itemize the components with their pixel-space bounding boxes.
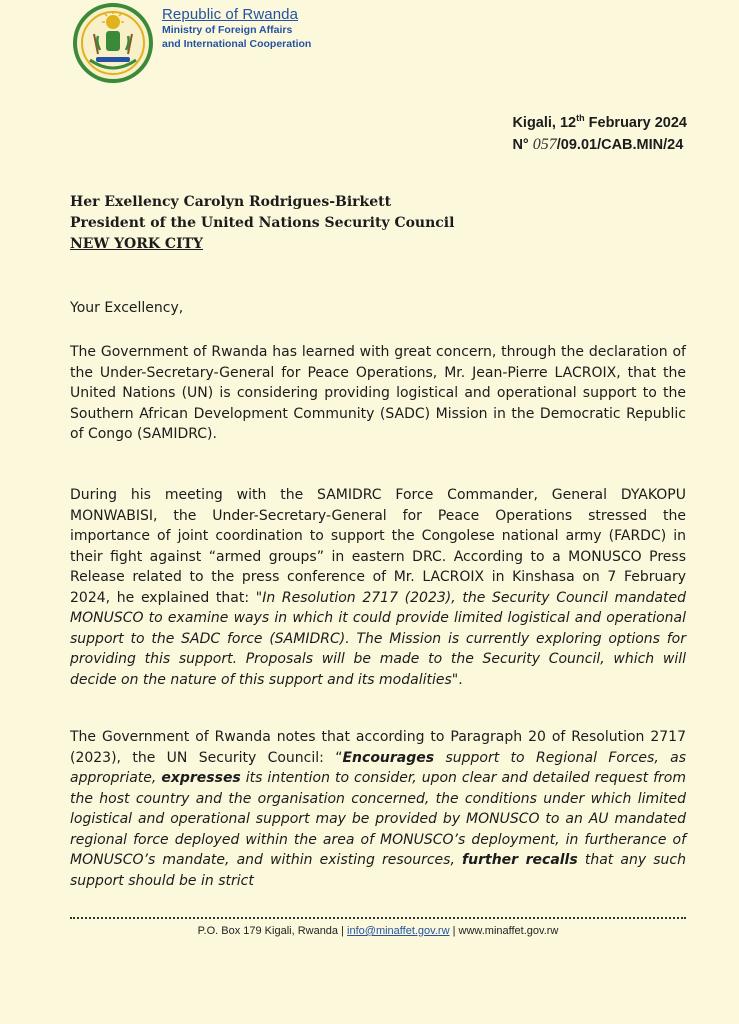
- dateline: [512, 107, 687, 156]
- addressee-name: Her Exellency Carolyn Rodrigues-Birkett: [70, 194, 392, 210]
- salutation: Your Excellency,: [70, 300, 184, 316]
- addressee-block: [70, 192, 454, 255]
- org-sub-line-1: Ministry of Foreign Affairs: [162, 24, 293, 36]
- reference-number: N° 057/09.01/CAB.MIN/24: [512, 135, 684, 153]
- ministry-letterhead: [162, 6, 311, 51]
- paragraph-3: The Government of Rwanda notes that according to Paragraph 20 of Resolution 2717 (2023), the UN Security Council: “Encourages support to Regional Forces, as appropriate, expresses its intention to consider, upon clear and detailed request from the host country and the organisation concerned, the conditions under which limited logistical and operational support may be provided by MONUSCO to an AU mandated regional force deployed within the area of MONUSCO’s deployment, in furtherance of MONUSCO’s mandate, and within existing resources, further recalls that any such support should be in strict: [70, 729, 686, 889]
- footer-email-link[interactable]: info@minaffet.gov.rw: [347, 925, 450, 937]
- footer-website-link[interactable]: www.minaffet.gov.rw: [458, 925, 559, 937]
- org-sub-line-2: and International Cooperation: [162, 38, 312, 50]
- footer-divider: [70, 917, 686, 919]
- quoted-statement: In Resolution 2717 (2023), the Security Council mandated MONUSCO to examine ways in which it could provide limited logistical and operational support to the SADC force (SAMIDRC). The Mission is currently exploring options for providing this support. Proposals will be made to the Security Council, which will decide on the nature of this support and its modalities: [70, 589, 686, 688]
- paragraph-1: The Government of Rwanda has learned with great concern, through the declaration of the Under-Secretary-General for Peace Operations, Mr. Jean-Pierre LACROIX, that the United Nations (UN) is considering providing logistical and operational support to the Southern African Development Community (SADC) Mission in the Democratic Republic of Congo (SAMIDRC).: [70, 344, 686, 442]
- paragraph-2: During his meeting with the SAMIDRC Force Commander, General DYAKOPU MONWABISI, the Under-Secretary-General for Peace Operations stressed the importance of joint coordination to support the Congolese national army (FARDC) in their fight against “armed groups” in eastern DRC. According to a MONUSCO Press Release related to the press conference of Mr. LACROIX in Kinshasa on 7 February 2024, he explained that: "In Resolution 2717 (2023), the Security Council mandated MONUSCO to examine ways in which it could provide limited logistical and operational support to the SADC force (SAMIDRC). The Mission is currently exploring options for providing this support. Proposals will be made to the Security Council, which will decide on the nature of this support and its modalities".: [70, 487, 686, 688]
- org-name: Republic of Rwanda: [162, 6, 299, 23]
- rwanda-coat-of-arms-icon: [70, 2, 156, 84]
- addressee-title: President of the United Nations Security Council: [70, 215, 455, 231]
- handwritten-ref-number: 057: [532, 135, 557, 153]
- addressee-city: NEW YORK CITY: [70, 236, 204, 252]
- footer: P.O. Box 179 Kigali, Rwanda | info@minaffet.gov.rw | www.minaffet.gov.rw: [197, 925, 559, 937]
- place-date: Kigali, 12th February 2024: [512, 113, 687, 131]
- footer-address: P.O. Box 179 Kigali, Rwanda: [197, 925, 339, 937]
